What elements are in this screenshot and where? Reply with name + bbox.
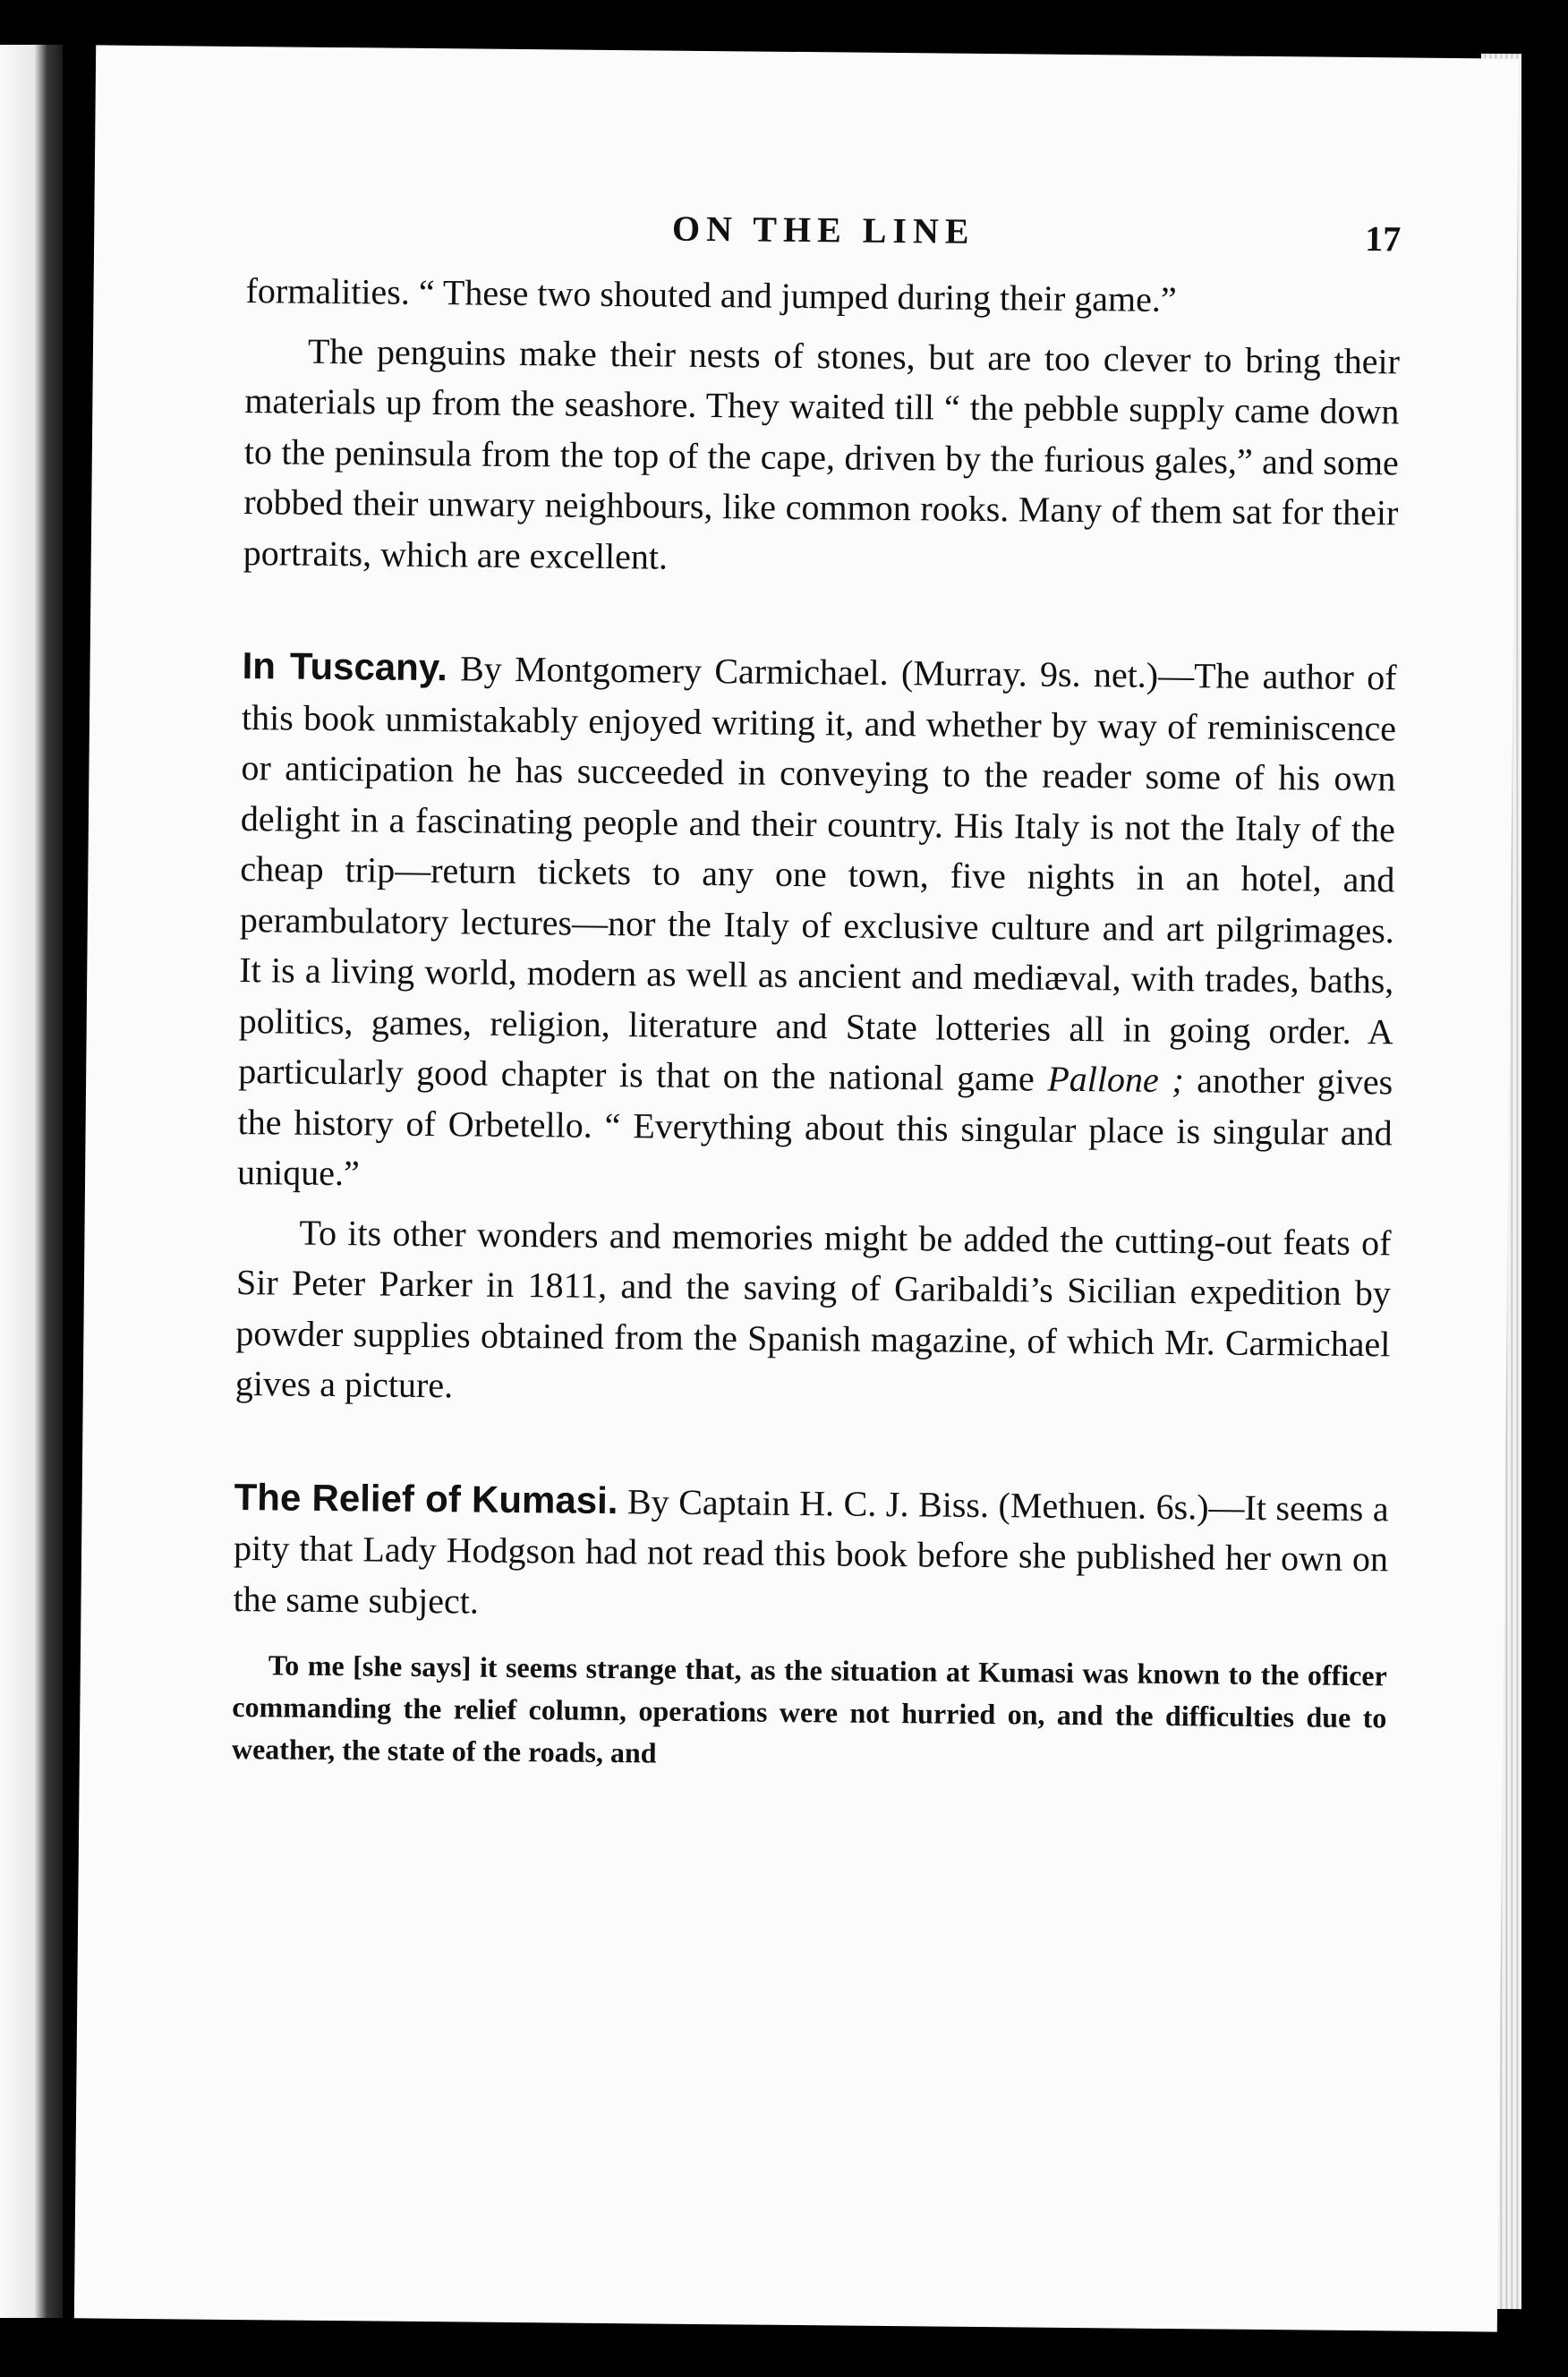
kumasi-block-quote [232,1644,1387,1781]
kumasi-review [233,1471,1389,1635]
tuscany-byline-end: another gives the history of Orbetello. “ Everything about this singular place is singular and unique.” [236,1060,1393,1194]
book-page [74,45,1519,2331]
penguins-paragraph-2: The penguins make their nests of stones, but are too clever to bring their materials up from the seashore. They waited till “ the pebble supply came down to the peninsula from the top of the cape, driven by the furious gales,” and some robbed their unwary neighbours, like common rooks. Many of them sat for their portraits, which are excellent. [243,330,1401,577]
running-title: ON THE LINE [671,208,976,251]
tuscany-byline: By Montgomery Carmichael. (Murray. 9s. net.)—The author of this book unmistakably enjoyed writing it, and whether by way of reminiscence or anticipation he has succeeded in conveying to the reader some of his own delight in a fascinating people and their country. His Italy is not the Italy of the cheap trip—return tickets to any one town, five nights in an hotel, and perambulatory lectures—nor the Italy of exclusive culture and art pilgrimages. It is a living world, modern as well as ancient and mediæval, with trades, baths, politics, games, religion, literature and State lotteries all in going order. A particularly good chapter is that on the national game [238,648,1397,1099]
page-content [232,203,1402,1781]
kumasi-quote-text: To me [she says] it seems strange that, as the situation at Kumasi was known to the officer commanding the relief column, operations were not hurried on, and the difficulties due to weather, the state of the roads, and [231,1649,1387,1769]
page-number: 17 [1365,218,1402,260]
kumasi-byline: By Captain H. C. J. Biss. (Methuen. 6s.)—It seems a pity that Lady Hodgson had not read this book before she published her own on the same subject. [233,1480,1389,1622]
tuscany-italic-term: Pallone ; [1047,1058,1184,1101]
running-head [246,203,1402,277]
penguins-paragraph-1: formalities. “ These two shouted and jumped during their game.” [245,270,1177,320]
facing-page-edge [0,45,63,2318]
tuscany-heading: In Tuscany. [242,644,447,689]
tuscany-review [237,641,1397,1209]
tuscany-paragraph-2: To its other wonders and memories might be added the cutting-out feats of Sir Peter Parker in 1811, and the saving of Garibaldi’s Sicilian expedition by powder supplies obtained from the Spanish magazine, of which Mr. Carmichael gives a picture. [234,1212,1392,1406]
kumasi-heading: The Relief of Kumasi. [234,1475,618,1521]
